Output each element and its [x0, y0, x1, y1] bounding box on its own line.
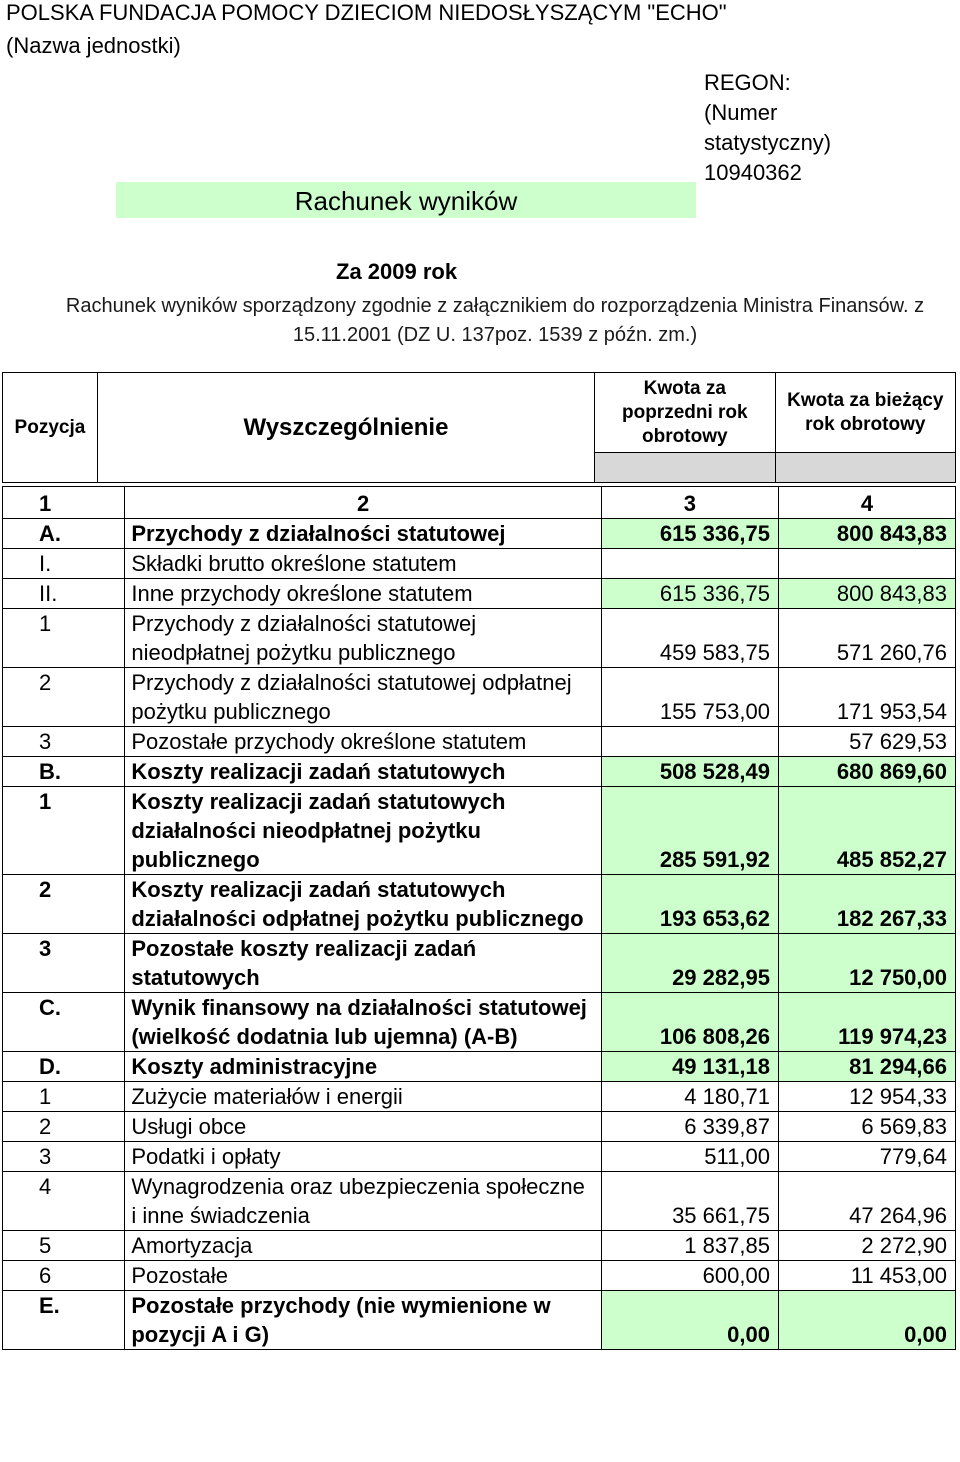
row-previous-amount: 106 808,26: [601, 993, 778, 1052]
row-position: B.: [3, 757, 125, 787]
row-position: 1: [3, 1082, 125, 1112]
row-previous-amount: 615 336,75: [601, 579, 778, 609]
table-row: [3, 549, 956, 579]
row-current-amount: [778, 549, 955, 579]
header-current-year: Kwota za bieżący rok obrotowy: [775, 373, 955, 453]
row-previous-amount: 459 583,75: [601, 609, 778, 668]
row-description: Składki brutto określone statutem: [125, 549, 602, 579]
row-description: Podatki i opłaty: [125, 1142, 602, 1172]
table-row: [3, 1082, 956, 1112]
row-current-amount: 800 843,83: [778, 519, 955, 549]
row-current-amount: 57 629,53: [778, 727, 955, 757]
regon-label: REGON:: [704, 70, 791, 95]
row-position: 1: [3, 609, 125, 668]
row-description: Inne przychody określone statutem: [125, 579, 602, 609]
table-row: [3, 1112, 956, 1142]
row-description: Przychody z działalności statutowej: [125, 519, 602, 549]
table-row: [3, 1261, 956, 1291]
row-previous-amount: 0,00: [601, 1291, 778, 1350]
row-description: Pozostałe przychody określone statutem: [125, 727, 602, 757]
row-previous-amount: 193 653,62: [601, 875, 778, 934]
row-position: 2: [3, 1112, 125, 1142]
row-previous-amount: 511,00: [601, 1142, 778, 1172]
row-current-amount: 0,00: [778, 1291, 955, 1350]
row-description: Wynik finansowy na działalności statutowej (wielkość dodatnia lub ujemna) (A-B): [125, 993, 602, 1052]
row-description: Wynagrodzenia oraz ubezpieczenia społeczne i inne świadczenia: [125, 1172, 602, 1231]
row-current-amount: 182 267,33: [778, 875, 955, 934]
row-position: 6: [3, 1261, 125, 1291]
row-position: E.: [3, 1291, 125, 1350]
row-previous-amount: [601, 549, 778, 579]
row-current-amount: 485 852,27: [778, 787, 955, 875]
row-previous-amount: [601, 727, 778, 757]
regon-value: 10940362: [704, 160, 802, 185]
row-description: Przychody z działalności statutowej odpłatnej pożytku publicznego: [125, 668, 602, 727]
table-row: [3, 1052, 956, 1082]
row-description: Pozostałe: [125, 1261, 602, 1291]
row-current-amount: 171 953,54: [778, 668, 955, 727]
table-row: [3, 757, 956, 787]
legal-basis: Rachunek wyników sporządzony zgodnie z załącznikiem do rozporządzenia Ministra Finansów. z 15.11.2001 (DZ U. 137poz. 1539 z późn. zm.): [65, 295, 925, 346]
row-position: 3: [3, 934, 125, 993]
table-header: [2, 372, 956, 482]
row-position: II.: [3, 579, 125, 609]
row-current-amount: 2 272,90: [778, 1231, 955, 1261]
row-position: 2: [3, 875, 125, 934]
table-row: [3, 934, 956, 993]
row-position: 2: [3, 668, 125, 727]
row-description: Przychody z działalności statutowej nieodpłatnej pożytku publicznego: [125, 609, 602, 668]
row-description: Koszty realizacji zadań statutowych działalności odpłatnej pożytku publicznego: [125, 875, 602, 934]
table-row: [3, 727, 956, 757]
row-position: D.: [3, 1052, 125, 1082]
row-previous-amount: 4 180,71: [601, 1082, 778, 1112]
table-row: [3, 787, 956, 875]
table-row: [3, 609, 956, 668]
row-position: 3: [3, 1142, 125, 1172]
row-previous-amount: 508 528,49: [601, 757, 778, 787]
row-position: I.: [3, 549, 125, 579]
row-current-amount: 571 260,76: [778, 609, 955, 668]
row-description: Usługi obce: [125, 1112, 602, 1142]
column-number-2: 2: [125, 487, 602, 519]
row-current-amount: 12 954,33: [778, 1082, 955, 1112]
table-row: [3, 875, 956, 934]
row-previous-amount: 600,00: [601, 1261, 778, 1291]
header-position: Pozycja: [3, 373, 98, 483]
row-current-amount: 47 264,96: [778, 1172, 955, 1231]
row-previous-amount: 1 837,85: [601, 1231, 778, 1261]
unit-label: (Nazwa jednostki): [6, 33, 181, 58]
row-previous-amount: 615 336,75: [601, 519, 778, 549]
row-current-amount: 81 294,66: [778, 1052, 955, 1082]
row-current-amount: 680 869,60: [778, 757, 955, 787]
row-current-amount: 800 843,83: [778, 579, 955, 609]
row-current-amount: 11 453,00: [778, 1261, 955, 1291]
regon-description: (Numer statystyczny): [704, 100, 832, 155]
row-previous-amount: 29 282,95: [601, 934, 778, 993]
row-current-amount: 12 750,00: [778, 934, 955, 993]
row-current-amount: 6 569,83: [778, 1112, 955, 1142]
row-description: Pozostałe przychody (nie wymienione w pozycji A i G): [125, 1291, 602, 1350]
column-number-4: 4: [778, 487, 955, 519]
organization-name: POLSKA FUNDACJA POMOCY DZIECIOM NIEDOSŁYSZĄCYM "ECHO": [6, 0, 727, 25]
table-row: [3, 1172, 956, 1231]
table-row: [3, 1142, 956, 1172]
results-table: [2, 486, 956, 1350]
table-row: [3, 579, 956, 609]
row-previous-amount: 155 753,00: [601, 668, 778, 727]
row-previous-amount: 285 591,92: [601, 787, 778, 875]
row-description: Koszty realizacji zadań statutowych działalności nieodpłatnej pożytku publicznego: [125, 787, 602, 875]
row-position: 1: [3, 787, 125, 875]
table-row: [3, 1231, 956, 1261]
header-current-shade: [775, 453, 955, 483]
row-position: 3: [3, 727, 125, 757]
row-current-amount: 779,64: [778, 1142, 955, 1172]
table-row: [3, 1291, 956, 1350]
row-position: C.: [3, 993, 125, 1052]
table-row: [3, 668, 956, 727]
row-position: A.: [3, 519, 125, 549]
document-title: Rachunek wyników: [294, 186, 518, 216]
row-position: 5: [3, 1231, 125, 1261]
column-number-3: 3: [601, 487, 778, 519]
row-description: Koszty realizacji zadań statutowych: [125, 757, 602, 787]
regon-block: [704, 68, 904, 188]
row-previous-amount: 49 131,18: [601, 1052, 778, 1082]
row-position: 4: [3, 1172, 125, 1231]
row-description: Koszty administracyjne: [125, 1052, 602, 1082]
column-number-1: 1: [3, 487, 125, 519]
row-description: Zużycie materiałów i energii: [125, 1082, 602, 1112]
row-current-amount: 119 974,23: [778, 993, 955, 1052]
column-number-row: [3, 487, 956, 519]
row-description: Pozostałe koszty realizacji zadań statutowych: [125, 934, 602, 993]
row-previous-amount: 6 339,87: [601, 1112, 778, 1142]
header-previous-year: Kwota za poprzedni rok obrotowy: [595, 373, 775, 453]
row-previous-amount: 35 661,75: [601, 1172, 778, 1231]
header-description: Wyszczególnienie: [97, 373, 594, 483]
header-previous-shade: [595, 453, 775, 483]
report-year: Za 2009 rok: [336, 259, 458, 284]
table-row: [3, 993, 956, 1052]
table-row: [3, 519, 956, 549]
row-description: Amortyzacja: [125, 1231, 602, 1261]
